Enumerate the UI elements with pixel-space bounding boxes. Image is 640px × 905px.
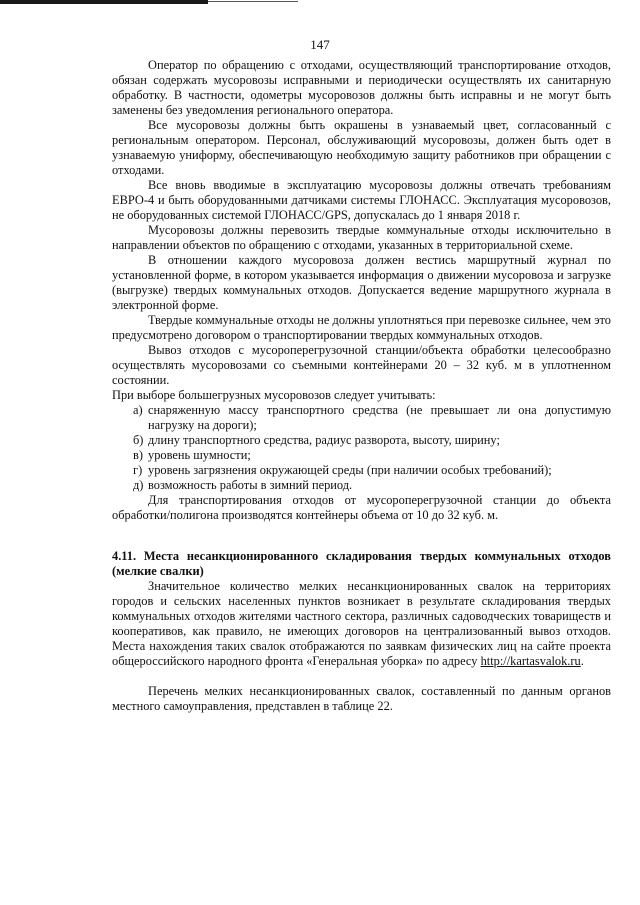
paragraph-table-reference: Перечень мелких несанкционированных свалок, составленный по данным органов местного самоуправления, представлен в таблице 22. (112, 684, 611, 713)
list-item-text: длину транспортного средства, радиус разворота, высоту, ширину; (148, 433, 500, 447)
paragraph-illegal-dumps-end: . (580, 654, 584, 668)
list-item-text: возможность работы в зимний период. (148, 478, 353, 492)
paragraph-transport-direction: Мусоровозы должны перевозить твердые коммунальные отходы исключительно в направлении объектов по обращению с отходами, указанных в территориальной схеме. (112, 223, 611, 252)
list-marker: в) (133, 448, 143, 462)
list-marker: г) (133, 463, 143, 477)
list-item-text: снаряженную массу транспортного средства (не превышает ли она допустимую нагрузку на дороги); (148, 403, 611, 432)
document-body (112, 58, 611, 714)
kartasvalok-link[interactable]: http://kartasvalok.ru (480, 654, 581, 668)
paragraph-illegal-dumps (112, 579, 611, 669)
scan-edge-mark (0, 0, 208, 4)
paragraph-operator-obligations: Оператор по обращению с отходами, осуществляющий транспортирование отходов, обязан содержать мусоровозы исправными и периодически осуществлять их санитарную обработку. В частности, одометры мусоровозов должны быть исправны и не могут быть заменены без уведомления регионального оператора. (112, 58, 611, 117)
list-item (112, 448, 611, 463)
list-marker: а) (133, 403, 143, 417)
paragraph-illegal-dumps-text: Значительное количество мелких несанкционированных свалок на территориях городов и сельских населенных пунктов возникает в результате складирования твердых коммунальных отходов жителями частного сектора, различных садоводческих товариществ и кооперативов, как правило, не имеющих договоров на централизованный вывоз отходов. Места нахождения таких свалок отображаются по заявкам физических лиц на сайте проекта общероссийского народного фронта «Генеральная уборка» по адресу (112, 579, 611, 668)
list-marker: б) (133, 433, 144, 447)
section-heading: 4.11. Места несанкционированного складирования твердых коммунальных отходов (мелкие свалки) (112, 549, 611, 578)
paragraph-route-journal: В отношении каждого мусоровоза должен вестись маршрутный журнал по установленной форме, в котором указывается информация о движении мусоровоза и загрузке (выгрузке) твердых коммунальных отходов. Допускается ведение маршрутного журнала в электронной форме. (112, 253, 611, 312)
list-item-text: уровень загрязнения окружающей среды (при наличии особых требований); (148, 463, 552, 477)
paragraph-compaction: Твердые коммунальные отходы не должны уплотняться при перевозке сильнее, чем это предусмотрено договором о транспортировании твердых коммунальных отходов. (112, 313, 611, 342)
list-marker: д) (133, 478, 144, 492)
list-item (112, 403, 611, 433)
paragraph-euro4-glonass: Все вновь вводимые в эксплуатацию мусоровозы должны отвечать требованиям ЕВРО-4 и быть оборудованными датчиками системы ГЛОНАСС. Эксплуатация мусоровозов, не оборудованных системой ГЛОНАСС/GPS, допускалась до 1 января 2018 г. (112, 178, 611, 222)
list-item (112, 478, 611, 493)
paragraph-removal-containers: Вывоз отходов с мусороперегрузочной станции/объекта обработки целесообразно осуществлять мусоровозами со съемными контейнерами 20 – 32 куб. м в уплотненном состоянии. (112, 343, 611, 387)
scan-edge-line (208, 1, 298, 2)
list-item (112, 433, 611, 448)
paragraph-container-volume: Для транспортирования отходов от мусороперегрузочной станции до объекта обработки/полигона производятся контейнеры объема от 10 до 32 куб. м. (112, 493, 611, 522)
list-item (112, 463, 611, 478)
selection-criteria-list (112, 403, 611, 493)
paragraph-vehicle-color: Все мусоровозы должны быть окрашены в узнаваемый цвет, согласованный с региональным оператором. Персонал, обслуживающий мусоровозы, должен быть одет в узнаваемую униформу, обеспечивающую необходимую защиту работников при обращении с отходами. (112, 118, 611, 177)
page-number: 147 (310, 37, 330, 52)
list-intro: При выборе большегрузных мусоровозов следует учитывать: (112, 388, 436, 402)
list-item-text: уровень шумности; (148, 448, 251, 462)
